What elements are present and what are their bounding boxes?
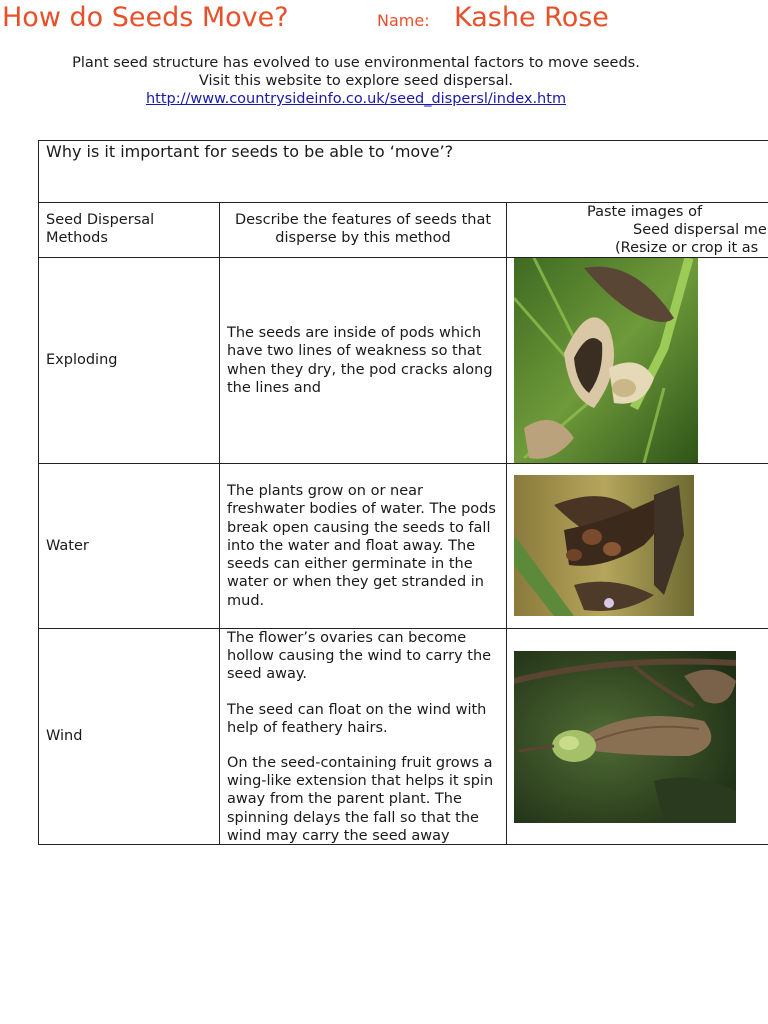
website-link[interactable]: http://www.countrysideinfo.co.uk/seed_dispersl/index.htm [145, 91, 567, 107]
method-cell-wind [38, 628, 220, 845]
header-method-cell [38, 202, 220, 258]
header-images-cell [506, 202, 768, 258]
question-text: Why is it important for seeds to be able to ‘move’? [46, 142, 454, 161]
description-wind-part-1: The flower’s ovaries can become hollow causing the wind to carry the seed away. [227, 630, 492, 683]
intro-line-1: Plant seed structure has evolved to use environmental factors to move seeds. [72, 55, 640, 71]
image-cell-water[interactable] [506, 463, 768, 629]
method-wind: Wind [46, 728, 83, 745]
name-value: Kashe Rose [454, 2, 609, 33]
description-wind-part-3: On the seed-containing fruit grows a wing-like extension that helps it spin away from the parent plant. The spinning delays the fall so that the wind may carry the seed away [227, 755, 494, 844]
description-cell-wind[interactable] [219, 628, 507, 845]
wind-seed-photo [514, 651, 736, 823]
header-features-line-2: disperse by this method [275, 230, 451, 247]
description-wind-part-2: The seed can float on the wind with help of feathery hairs. [227, 701, 487, 736]
page-title: How do Seeds Move? [2, 2, 289, 33]
intro-line-2: Visit this website to explore seed dispersal. [198, 73, 514, 89]
intro-text [0, 54, 712, 108]
header-images-line-2: Seed dispersal me [633, 222, 767, 238]
description-exploding: The seeds are inside of pods which have two lines of weakness so that when they dry, the pod cracks along the lines and [227, 325, 493, 396]
question-cell[interactable] [38, 140, 768, 203]
description-cell-water[interactable] [219, 463, 507, 629]
header-features-line-1: Describe the features of seeds that [234, 212, 492, 228]
exploding-seed-photo [514, 258, 698, 463]
method-cell-exploding [38, 257, 220, 464]
header-features-cell [219, 202, 507, 258]
method-cell-water [38, 463, 220, 629]
method-water: Water [46, 537, 89, 554]
image-cell-wind[interactable] [506, 628, 768, 845]
header-images-line-1: Paste images of [587, 204, 703, 220]
method-exploding: Exploding [46, 352, 118, 369]
seed-dispersal-table [38, 140, 768, 845]
header-method-line-1: Seed Dispersal [46, 212, 155, 228]
water-seed-photo [514, 475, 694, 616]
image-cell-exploding[interactable] [506, 257, 768, 464]
header-method-line-2: Methods [46, 230, 108, 247]
name-label: Name: [377, 11, 430, 30]
description-water: The plants grow on or near freshwater bodies of water. The pods break open causing the seeds to fall into the water and float away. The seeds can either germinate in the water or when they get stranded in mud. [227, 483, 496, 609]
header-images-line-3: (Resize or crop it as [615, 240, 759, 256]
description-cell-exploding[interactable] [219, 257, 507, 464]
